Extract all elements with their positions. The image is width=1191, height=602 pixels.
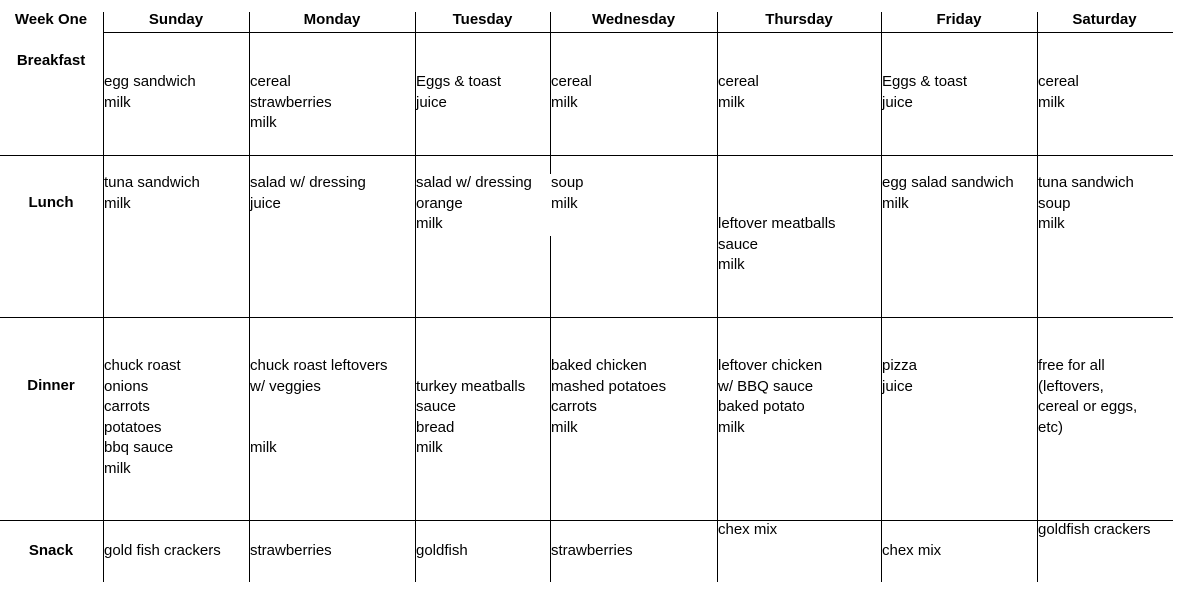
meal-item: chuck roast leftovers <box>250 357 388 374</box>
meal-item: bread <box>416 418 455 436</box>
meal-item: pizza <box>882 357 918 374</box>
meal-cell-snack-wednesday <box>551 541 633 562</box>
meal-item: sauce <box>718 235 759 253</box>
meal-item: cereal <box>718 73 759 90</box>
row-label-breakfast: Breakfast <box>16 52 86 69</box>
meal-item: chex mix <box>882 542 942 559</box>
meal-item: goldfish crackers <box>1038 521 1151 538</box>
meal-cell-lunch-sunday <box>104 173 200 214</box>
meal-item: tuna sandwich <box>1038 174 1134 191</box>
meal-item: milk <box>1038 93 1065 111</box>
meal-item: juice <box>882 377 913 395</box>
meal-item: milk <box>104 93 131 111</box>
meal-cell-dinner-monday <box>250 356 388 459</box>
meal-item: w/ veggies <box>250 377 321 395</box>
header-rule <box>103 32 1173 33</box>
meal-item: cereal <box>1038 73 1079 90</box>
meal-item: milk <box>416 439 443 456</box>
meal-item: strawberries <box>250 93 332 111</box>
meal-cell-lunch-thursday <box>718 173 836 276</box>
meal-item: chuck roast <box>104 357 181 374</box>
row-divider <box>0 317 1173 318</box>
row-label-lunch: Lunch <box>28 194 74 211</box>
meal-cell-dinner-sunday <box>104 356 181 479</box>
meal-item: goldfish <box>416 542 468 559</box>
meal-item: tuna sandwich <box>104 174 200 191</box>
meal-item: orange <box>416 194 463 212</box>
meal-item: milk <box>551 418 578 436</box>
meal-item: strawberries <box>551 542 633 559</box>
meal-item: etc) <box>1038 418 1064 436</box>
meal-item: cereal or eggs, <box>1038 398 1138 415</box>
meal-cell-breakfast-thursday <box>718 72 759 113</box>
meal-cell-dinner-friday <box>882 356 917 397</box>
meal-cell-lunch-saturday <box>1038 173 1134 235</box>
meal-cell-breakfast-wednesday <box>551 72 592 113</box>
meal-item: milk <box>551 93 578 111</box>
meal-item: milk <box>416 215 443 232</box>
meal-item: milk <box>718 256 745 273</box>
meal-item: Eggs & toast <box>416 73 502 90</box>
meal-item: milk <box>104 459 131 477</box>
meal-cell-breakfast-monday <box>250 72 332 134</box>
meal-item: juice <box>416 93 447 111</box>
meal-item: gold fish crackers <box>104 542 221 559</box>
day-header-thursday: Thursday <box>765 11 833 28</box>
meal-item: cereal <box>250 73 291 90</box>
meal-cell-breakfast-tuesday <box>416 72 501 113</box>
day-header-saturday: Saturday <box>1072 11 1137 28</box>
meal-cell-lunch-monday <box>250 173 366 214</box>
meal-cell-lunch-tuesday <box>416 173 532 235</box>
row-divider <box>0 155 1173 156</box>
meal-cell-dinner-tuesday <box>416 356 525 459</box>
meal-item: baked potato <box>718 398 805 415</box>
meal-cell-snack-thursday <box>718 520 777 541</box>
meal-item: egg sandwich <box>104 73 196 90</box>
meal-item: salad w/ dressing <box>416 174 532 191</box>
meal-item: w/ BBQ sauce <box>718 377 814 395</box>
meal-cell-breakfast-saturday <box>1038 72 1079 113</box>
day-header-tuesday: Tuesday <box>452 11 513 28</box>
meal-item: Eggs & toast <box>882 73 968 90</box>
meal-item <box>718 173 836 194</box>
meal-item: turkey meatballs <box>416 377 526 395</box>
row-label-snack: Snack <box>28 542 74 559</box>
meal-item: carrots <box>551 398 597 415</box>
meal-cell-lunch-wednesday <box>551 173 584 214</box>
meal-item: milk <box>250 439 277 456</box>
meal-item: juice <box>250 194 281 212</box>
meal-item: soup <box>551 174 584 191</box>
meal-item: strawberries <box>250 542 332 559</box>
meal-cell-breakfast-friday <box>882 72 967 113</box>
meal-item <box>250 397 388 418</box>
meal-item: milk <box>1038 215 1065 232</box>
meal-item: soup <box>1038 194 1071 212</box>
sheet-title: Week One <box>14 11 88 28</box>
meal-cell-dinner-wednesday <box>551 356 666 438</box>
meal-item <box>718 194 836 215</box>
meal-item: milk <box>882 194 909 212</box>
meal-item: salad w/ dressing <box>250 174 366 191</box>
meal-item: juice <box>882 93 913 111</box>
meal-cell-snack-tuesday <box>416 541 468 562</box>
meal-cell-snack-saturday <box>1038 520 1151 541</box>
meal-item: egg salad sandwich <box>882 174 1014 191</box>
meal-cell-lunch-friday <box>882 173 1014 214</box>
meal-item: sauce <box>416 398 457 415</box>
meal-item: cereal <box>551 73 592 90</box>
meal-item: (leftovers, <box>1038 377 1104 395</box>
day-header-sunday: Sunday <box>148 11 204 28</box>
row-label-dinner: Dinner <box>27 377 75 394</box>
meal-item: milk <box>104 194 131 212</box>
meal-item: leftover meatballs <box>718 215 836 232</box>
meal-item: mashed potatoes <box>551 377 667 395</box>
meal-item <box>250 418 388 439</box>
day-header-friday: Friday <box>936 11 982 28</box>
day-header-wednesday: Wednesday <box>591 11 676 28</box>
day-header-monday: Monday <box>303 11 361 28</box>
meal-item: onions <box>104 377 149 395</box>
meal-item: free for all <box>1038 357 1105 374</box>
meal-item: potatoes <box>104 418 162 436</box>
meal-item: milk <box>551 194 578 212</box>
meal-item: leftover chicken <box>718 357 823 374</box>
meal-cell-breakfast-sunday <box>104 72 196 113</box>
meal-item: milk <box>718 418 745 436</box>
meal-item: milk <box>718 93 745 111</box>
meal-cell-snack-sunday <box>104 541 221 562</box>
meal-cell-dinner-saturday <box>1038 356 1137 438</box>
meal-item: carrots <box>104 398 150 415</box>
row-divider <box>0 520 1173 521</box>
meal-cell-snack-monday <box>250 541 332 562</box>
meal-cell-snack-friday <box>882 541 941 562</box>
meal-item: milk <box>250 114 277 131</box>
meal-item: chex mix <box>718 521 778 538</box>
meal-item: baked chicken <box>551 357 647 374</box>
meal-cell-dinner-thursday <box>718 356 822 438</box>
meal-item <box>416 356 525 377</box>
meal-item: bbq sauce <box>104 439 174 456</box>
